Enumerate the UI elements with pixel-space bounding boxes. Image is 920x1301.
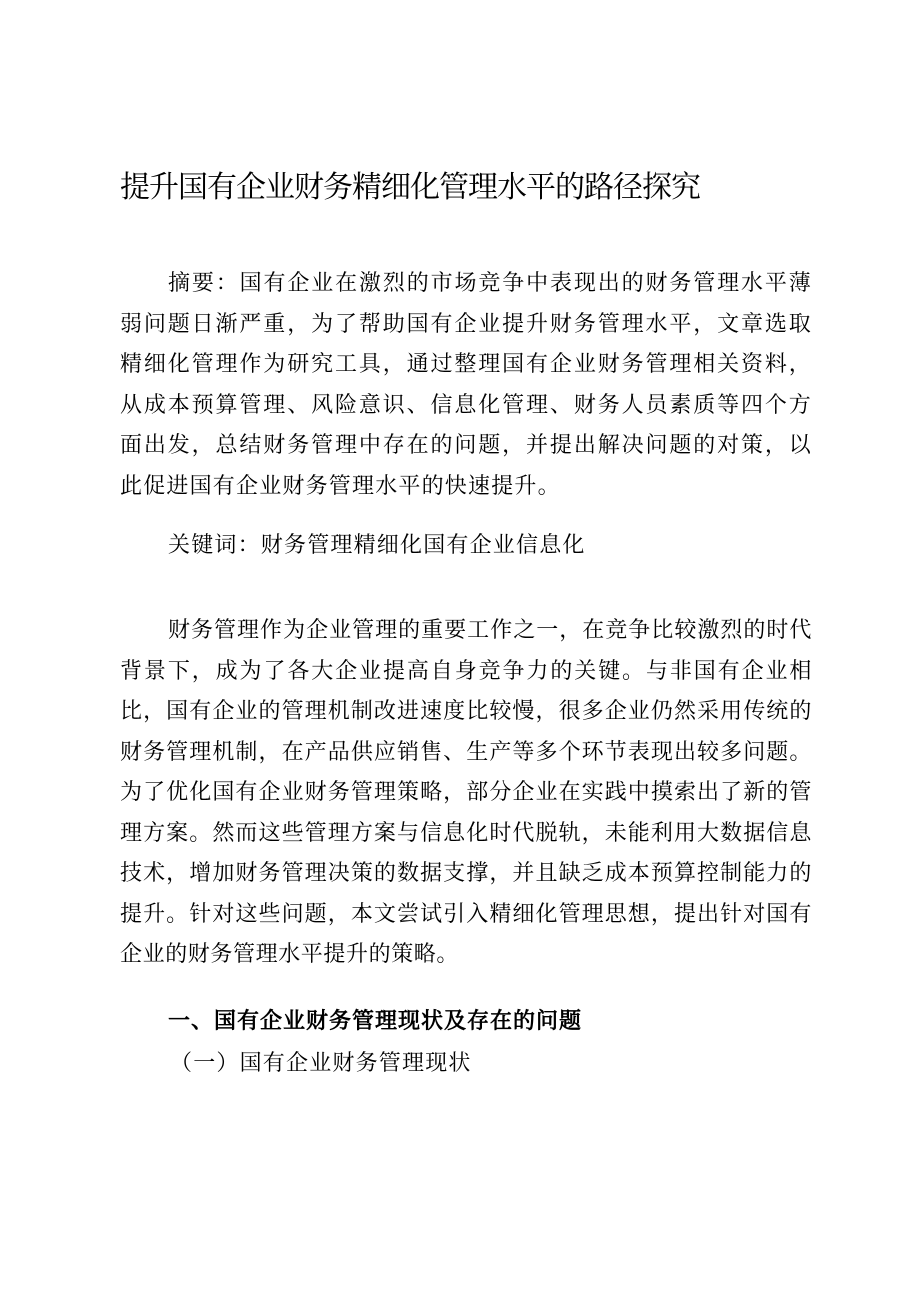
keywords-line: 关键词：财务管理精细化国有企业信息化 — [168, 533, 586, 558]
section-heading-1: 一、国有企业财务管理现状及存在的问题 — [168, 1008, 583, 1034]
intro-paragraph: 财务管理作为企业管理的重要工作之一，在竞争比较激烈的时代背景下，成为了各大企业提高自身竞争力的关键。与非国有企业相比，国有企业的管理机制改进速度比较慢，很多企业仍然采用传统的财务管理机制，在产品供应销售、生产等多个环节表现出较多问题。为了优化国有企业财务管理策略，部分企业在实践中摸索出了新的管理方案。然而这些管理方案与信息化时代脱轨，未能利用大数据信息技术，增加财务管理决策的数据支撑，并且缺乏成本预算控制能力的提升。针对这些问题，本文尝试引入精细化管理思想，提出针对国有企业的财务管理水平提升的策略。 — [120, 618, 812, 967]
abstract-paragraph: 摘要：国有企业在激烈的市场竞争中表现出的财务管理水平薄弱问题日渐严重，为了帮助国有企业提升财务管理水平，文章选取精细化管理作为研究工具，通过整理国有企业财务管理相关资料，从成本预算管理、风险意识、信息化管理、财务人员素质等四个方面出发，总结财务管理中存在的问题，并提出解决问题的对策，以此促进国有企业财务管理水平的快速提升。 — [120, 271, 812, 499]
subsection-heading-1-1: （一）国有企业财务管理现状 — [170, 1051, 472, 1076]
document-title: 提升国有企业财务精细化管理水平的路径探究 — [120, 170, 700, 205]
